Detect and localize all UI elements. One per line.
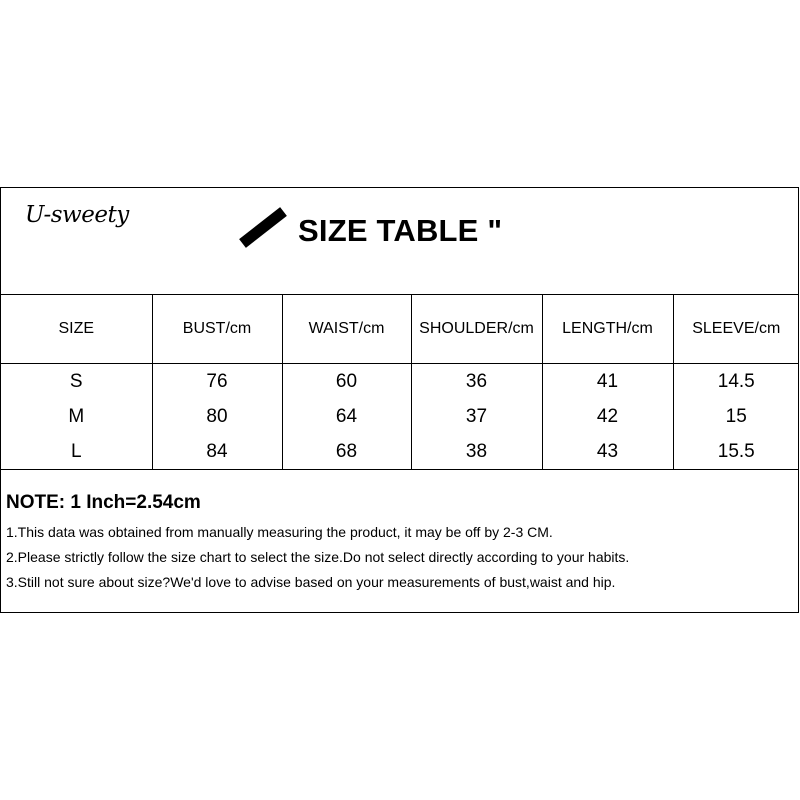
- table-header-row: [1, 295, 799, 364]
- table-row: [1, 364, 799, 400]
- note-line: 3.Still not sure about size?We'd love to advise based on your measurements of bust,waist and hip.: [6, 574, 616, 590]
- table-row: [1, 434, 799, 470]
- table-row: [1, 399, 799, 434]
- table-cell: L: [1, 434, 152, 470]
- column-header: WAIST/cm: [282, 295, 411, 364]
- table-cell: 14.5: [673, 364, 799, 400]
- size-chart-frame: [0, 187, 799, 613]
- table-cell: 42: [542, 399, 673, 434]
- table-cell: 64: [282, 399, 411, 434]
- table-cell: 84: [152, 434, 282, 470]
- table-cell: 15.5: [673, 434, 799, 470]
- table-cell: 37: [411, 399, 542, 434]
- table-cell: 38: [411, 434, 542, 470]
- table-cell: 15: [673, 399, 799, 434]
- column-header: BUST/cm: [152, 295, 282, 364]
- size-table: [1, 294, 799, 470]
- notes-section: [6, 492, 796, 599]
- size-chart-header: [1, 188, 798, 295]
- table-cell: 80: [152, 399, 282, 434]
- column-header: SHOULDER/cm: [411, 295, 542, 364]
- table-cell: 36: [411, 364, 542, 400]
- table-cell: 68: [282, 434, 411, 470]
- note-line: 1.This data was obtained from manually measuring the product, it may be off by 2-3 CM.: [6, 524, 553, 540]
- column-header: LENGTH/cm: [542, 295, 673, 364]
- column-header: SLEEVE/cm: [673, 295, 799, 364]
- page-title: SIZE TABLE ": [298, 213, 503, 248]
- note-title: NOTE: 1 Inch=2.54cm: [6, 492, 201, 513]
- table-cell: 43: [542, 434, 673, 470]
- table-cell: 41: [542, 364, 673, 400]
- table-cell: S: [1, 364, 152, 400]
- slash-icon: [239, 207, 287, 248]
- column-header: SIZE: [1, 295, 152, 364]
- table-cell: M: [1, 399, 152, 434]
- note-line: 2.Please strictly follow the size chart to select the size.Do not select directly according to your habits.: [6, 549, 630, 565]
- table-cell: 76: [152, 364, 282, 400]
- brand-logo: U-sweety: [25, 202, 129, 228]
- table-cell: 60: [282, 364, 411, 400]
